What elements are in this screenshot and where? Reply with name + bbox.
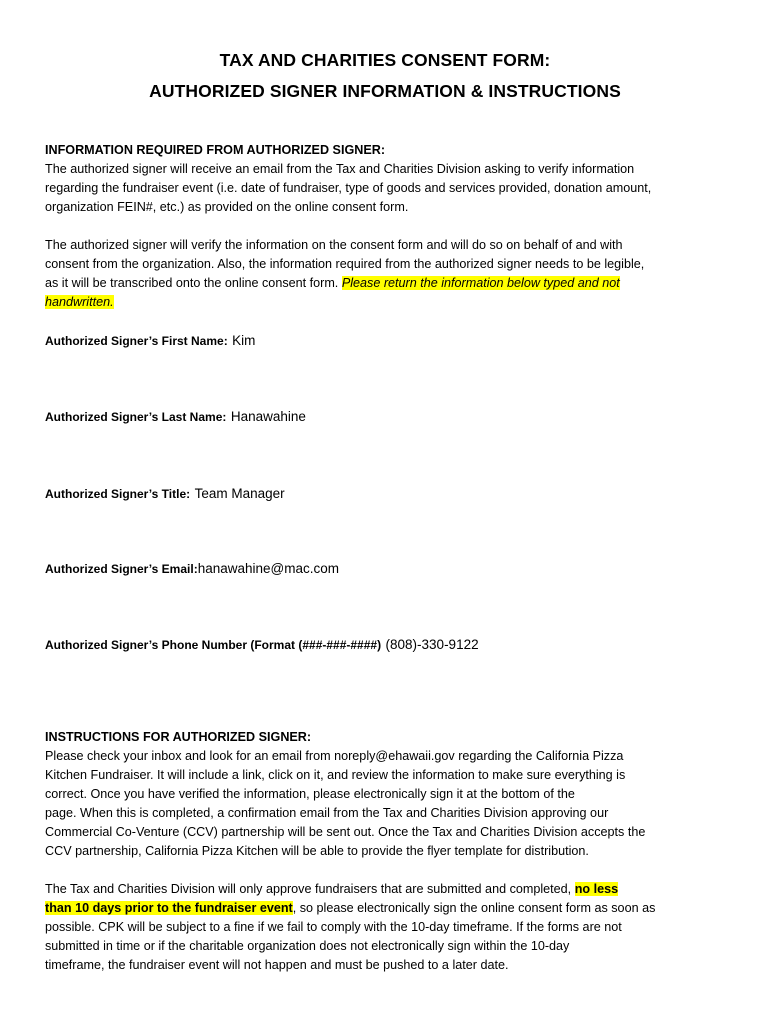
info-section: [45, 141, 735, 217]
title-field: [45, 485, 285, 503]
first-name-field: [45, 332, 255, 350]
info-paragraph-2-line: [45, 293, 735, 312]
last-name-label: Authorized Signer’s Last Name:: [45, 410, 227, 424]
first-name-value: Kim: [232, 333, 256, 348]
title-value: Team Manager: [194, 486, 285, 501]
email-label: Authorized Signer’s Email:: [45, 562, 198, 576]
info-paragraph-2: [45, 236, 735, 312]
deadline-line: [45, 899, 735, 918]
instructions-line: Commercial Co-Venture (CCV) partnership will be sent out. Once the Tax and Charities Division accepts the: [45, 825, 646, 839]
email-field: [45, 560, 339, 578]
ten-days-highlight: than 10 days prior to the fundraiser event: [45, 901, 293, 915]
info-paragraph-1-line: regarding the fundraiser event (i.e. date of fundraiser, type of goods and services provided, donation amount,: [45, 181, 652, 195]
deadline-line: submitted in time or if the charitable organization does not electronically sign within the 10-day: [45, 939, 570, 953]
typed-not-handwritten-highlight: Please return the information below typed and not: [341, 276, 620, 290]
first-name-label: Authorized Signer’s First Name:: [45, 334, 228, 348]
last-name-value: Hanawahine: [230, 409, 306, 424]
info-paragraph-2-line: The authorized signer will verify the information on the consent form and will do so on behalf of and with: [45, 238, 623, 252]
phone-label: Authorized Signer’s Phone Number (Format (###-###-####): [45, 638, 382, 652]
info-paragraph-1-line: organization FEIN#, etc.) as provided on the online consent form.: [45, 200, 409, 214]
title-label: Authorized Signer’s Title:: [45, 487, 191, 501]
instructions-line: CCV partnership, California Pizza Kitchen will be able to provide the flyer template for distribution.: [45, 844, 589, 858]
form-title-line-2: AUTHORIZED SIGNER INFORMATION & INSTRUCTIONS: [149, 81, 621, 101]
deadline-line: possible. CPK will be subject to a fine if we fail to comply with the 10-day timeframe. If the forms are not: [45, 920, 622, 934]
info-heading: INFORMATION REQUIRED FROM AUTHORIZED SIGNER:: [45, 143, 386, 157]
info-paragraph-1-line: The authorized signer will receive an email from the Tax and Charities Division asking to verify information: [45, 162, 635, 176]
phone-value: (808)-330-9122: [385, 637, 479, 652]
instructions-section: [45, 728, 735, 861]
no-less-highlight: no less: [574, 882, 619, 896]
instructions-line: Please check your inbox and look for an email from noreply@ehawaii.gov regarding the California Pizza: [45, 749, 624, 763]
instructions-line: page. When this is completed, a confirmation email from the Tax and Charities Division approving our: [45, 806, 609, 820]
instructions-line: correct. Once you have verified the information, please electronically sign it at the bottom of the: [45, 787, 575, 801]
phone-field: [45, 636, 479, 654]
deadline-line: [45, 880, 735, 899]
deadline-text: The Tax and Charities Division will only approve fundraisers that are submitted and completed,: [45, 882, 575, 896]
info-paragraph-2-line: consent from the organization. Also, the information required from the authorized signer needs to be legible,: [45, 257, 645, 271]
instructions-line: Kitchen Fundraiser. It will include a link, click on it, and review the information to make sure everything is: [45, 768, 626, 782]
last-name-field: [45, 408, 306, 426]
info-paragraph-2-line: [45, 274, 735, 293]
deadline-line: timeframe, the fundraiser event will not happen and must be pushed to a later date.: [45, 958, 509, 972]
info-paragraph-2-text: as it will be transcribed onto the online consent form.: [45, 276, 342, 290]
instructions-heading: INSTRUCTIONS FOR AUTHORIZED SIGNER:: [45, 730, 312, 744]
form-title-line-1: TAX AND CHARITIES CONSENT FORM:: [219, 50, 551, 70]
handwritten-highlight: handwritten.: [45, 295, 114, 309]
email-value: hanawahine@mac.com: [197, 561, 339, 576]
deadline-paragraph: [45, 880, 735, 975]
deadline-text: , so please electronically sign the online consent form as soon as: [292, 901, 656, 915]
